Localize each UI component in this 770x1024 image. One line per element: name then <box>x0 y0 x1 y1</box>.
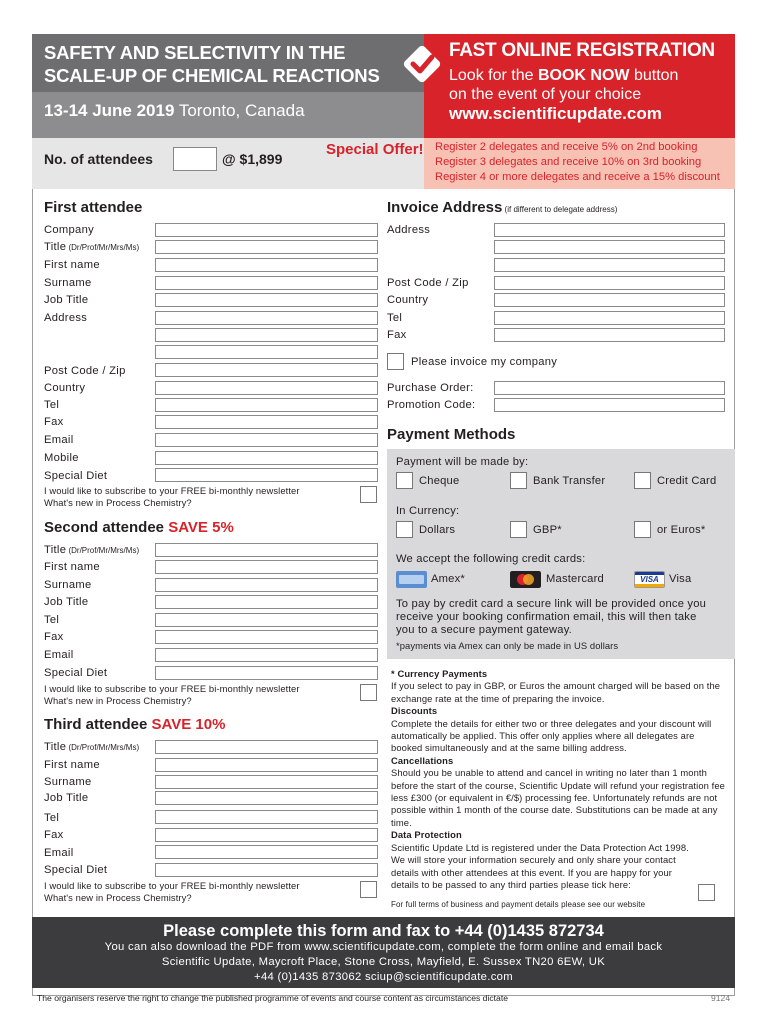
job-title-label: Job Title <box>44 792 89 804</box>
data-protection-heading: Data Protection <box>391 829 462 841</box>
newsletter-checkbox[interactable] <box>360 881 377 898</box>
newsletter-text: I would like to subscribe to your FREE bi-monthly newsletter What's new in Process Chemistry? <box>44 683 300 706</box>
invoice-tel-label: Tel <box>387 312 403 324</box>
invoice-address-field[interactable] <box>494 258 725 272</box>
special-diet-field[interactable] <box>155 666 378 680</box>
email-field[interactable] <box>155 845 378 859</box>
amex-note: *payments via Amex can only be made in US dollars <box>396 640 619 651</box>
surname-label: Surname <box>44 277 92 289</box>
newsletter-checkbox[interactable] <box>360 486 377 503</box>
first-name-label: First name <box>44 259 100 271</box>
fax-label: Fax <box>44 829 64 841</box>
surname-field[interactable] <box>155 775 378 789</box>
special-diet-label: Special Diet <box>44 864 108 876</box>
address-label: Address <box>44 312 88 324</box>
tel-field[interactable] <box>155 613 378 627</box>
attendees-count-input[interactable] <box>173 147 217 171</box>
attendees-label: No. of attendees <box>44 151 153 167</box>
promotion-code-field[interactable] <box>494 398 725 412</box>
invoice-company-label: Please invoice my company <box>411 356 558 368</box>
country-field[interactable] <box>155 381 378 395</box>
postcode-label: Post Code / Zip <box>44 365 126 377</box>
offer-line: Register 4 or more delegates and receive a 15% discount <box>435 171 720 183</box>
registration-instruction-2: on the event of your choice <box>449 86 642 103</box>
amex-label: Amex* <box>431 573 465 585</box>
cheque-checkbox[interactable] <box>396 472 413 489</box>
bank-transfer-label: Bank Transfer <box>533 475 606 487</box>
gbp-checkbox[interactable] <box>510 521 527 538</box>
first-name-field[interactable] <box>155 758 378 772</box>
second-attendee-heading: Second attendee SAVE 5% <box>44 519 234 536</box>
special-diet-field[interactable] <box>155 863 378 877</box>
special-diet-field[interactable] <box>155 468 378 482</box>
terms-notes <box>391 668 726 891</box>
discounts-text: Complete the details for either two or three delegates and your discount will automatically be applied. This offer only applies where all delegates are booked simultaneously and at the same billing address. <box>391 717 712 754</box>
form-code: 9124 <box>711 993 731 1003</box>
event-date: 13-14 June 2019 Toronto, Canada <box>44 101 305 120</box>
credit-card-label: Credit Card <box>657 475 717 487</box>
title-label: Title (Dr/Prof/Mr/Mrs/Ms) <box>44 544 140 556</box>
surname-label: Surname <box>44 579 92 591</box>
euros-checkbox[interactable] <box>634 521 651 538</box>
invoice-address-field[interactable] <box>494 240 725 254</box>
payment-methods-heading: Payment Methods <box>387 426 516 443</box>
invoice-tel-field[interactable] <box>494 311 725 325</box>
currency-label: In Currency: <box>396 505 460 517</box>
surname-field[interactable] <box>155 578 378 592</box>
invoice-postcode-field[interactable] <box>494 276 725 290</box>
company-field[interactable] <box>155 223 378 237</box>
title-label: Title (Dr/Prof/Mr/Mrs/Ms) <box>44 741 140 753</box>
special-diet-label: Special Diet <box>44 470 108 482</box>
cancellations-heading: Cancellations <box>391 754 454 766</box>
tel-label: Tel <box>44 399 60 411</box>
cancellations-text: Should you be unable to attend and cancel in writing no later than 1 month before the start of the course, Scientific Update will refund your registration fee less £300 (or equivalent in €/$) processing fee. Unfortunately refunds are not possible within 1 month of the course date. Substitutions can be made at any time. <box>391 767 725 828</box>
first-name-label: First name <box>44 561 100 573</box>
mobile-field[interactable] <box>155 451 378 465</box>
mobile-label: Mobile <box>44 452 79 464</box>
fax-field[interactable] <box>155 415 378 429</box>
mastercard-label: Mastercard <box>546 573 604 585</box>
cheque-label: Cheque <box>419 475 460 487</box>
country-label: Country <box>44 382 86 394</box>
cards-label: We accept the following credit cards: <box>396 553 586 565</box>
secure-link-text: receive your booking confirmation email, this will then take <box>396 611 697 623</box>
tel-field[interactable] <box>155 810 378 824</box>
email-field[interactable] <box>155 433 378 447</box>
invoice-address-heading: Invoice Address (if different to delegate address) <box>387 199 618 216</box>
company-label: Company <box>44 224 94 236</box>
first-name-label: First name <box>44 759 100 771</box>
footer-address-line: Scientific Update, Maycroft Place, Stone Cross, Mayfield, E. Sussex TN20 6EW, UK <box>161 956 606 968</box>
job-title-field[interactable] <box>155 595 378 609</box>
email-label: Email <box>44 847 74 859</box>
amex-card-icon <box>396 571 427 588</box>
currency-payments-heading: * Currency Payments <box>391 668 488 679</box>
invoice-address-label: Address <box>387 224 431 236</box>
offer-line: Register 2 delegates and receive 5% on 2nd booking <box>435 141 698 153</box>
title-field[interactable] <box>155 740 378 754</box>
title-field[interactable] <box>155 240 378 254</box>
invoice-fax-label: Fax <box>387 329 407 341</box>
email-field[interactable] <box>155 648 378 662</box>
invoice-fax-field[interactable] <box>494 328 725 342</box>
discounts-heading: Discounts <box>391 705 438 717</box>
credit-card-checkbox[interactable] <box>634 472 651 489</box>
invoice-company-checkbox[interactable] <box>387 353 404 370</box>
fax-label: Fax <box>44 631 64 643</box>
title-field[interactable] <box>155 543 378 557</box>
dollars-checkbox[interactable] <box>396 521 413 538</box>
special-diet-label: Special Diet <box>44 667 108 679</box>
mastercard-card-icon <box>510 571 541 588</box>
postcode-field[interactable] <box>155 363 378 377</box>
job-title-label: Job Title <box>44 294 89 306</box>
purchase-order-label: Purchase Order: <box>387 382 474 394</box>
address-field[interactable] <box>155 345 378 359</box>
fax-field[interactable] <box>155 630 378 644</box>
invoice-country-label: Country <box>387 294 429 306</box>
invoice-address-field[interactable] <box>494 223 725 237</box>
tel-field[interactable] <box>155 398 378 412</box>
fax-instruction: Please complete this form and fax to +44 (0)1435 872734 <box>163 922 604 940</box>
event-title: SAFETY AND SELECTIVITY IN THE SCALE-UP OF CHEMICAL REACTIONS <box>44 42 380 86</box>
title-label: Title (Dr/Prof/Mr/Mrs/Ms) <box>44 241 140 253</box>
first-name-field[interactable] <box>155 560 378 574</box>
terms-note: For full terms of business and payment details please see our website <box>391 900 646 909</box>
email-label: Email <box>44 434 74 446</box>
newsletter-text: I would like to subscribe to your FREE bi-monthly newsletter What's new in Process Chemistry? <box>44 485 300 508</box>
visa-label: Visa <box>669 573 692 585</box>
special-offer-label: Special Offer! <box>326 141 424 158</box>
address-field[interactable] <box>155 328 378 342</box>
fax-label: Fax <box>44 416 64 428</box>
surname-field[interactable] <box>155 276 378 290</box>
currency-payments-text: If you select to pay in GBP, or Euros the amount charged will be based on the exchange rate at the time of preparing the invoice. <box>391 680 721 704</box>
third-party-consent-checkbox[interactable] <box>698 884 715 901</box>
footer-contact-line: +44 (0)1435 873062 sciup@scientificupdate.com <box>254 971 513 983</box>
tel-label: Tel <box>44 812 60 824</box>
first-attendee-heading: First attendee <box>44 199 143 216</box>
newsletter-checkbox[interactable] <box>360 684 377 701</box>
promotion-code-label: Promotion Code: <box>387 399 476 411</box>
tel-label: Tel <box>44 614 60 626</box>
secure-link-text: To pay by credit card a secure link will be provided once you <box>396 598 707 610</box>
purchase-order-field[interactable] <box>494 381 725 395</box>
registration-url[interactable]: www.scientificupdate.com <box>449 104 662 123</box>
offer-line: Register 3 delegates and receive 10% on 3rd booking <box>435 156 702 168</box>
euros-label: or Euros* <box>657 524 706 536</box>
address-field[interactable] <box>155 311 378 325</box>
gbp-label: GBP* <box>533 524 562 536</box>
job-title-field[interactable] <box>155 791 378 805</box>
checkmark-badge-icon <box>398 40 446 88</box>
price-per-attendee: @ $1,899 <box>222 151 283 167</box>
job-title-label: Job Title <box>44 596 89 608</box>
job-title-field[interactable] <box>155 293 378 307</box>
invoice-country-field[interactable] <box>494 293 725 307</box>
secure-link-text: you to a secure payment gateway. <box>396 624 572 636</box>
newsletter-text: I would like to subscribe to your FREE bi-monthly newsletter What's new in Process Chemistry? <box>44 880 300 903</box>
footer-download-line: You can also download the PDF from www.scientificupdate.com, complete the form online and email back <box>104 941 663 953</box>
invoice-postcode-label: Post Code / Zip <box>387 277 469 289</box>
data-protection-text: Scientific Update Ltd is registered under the Data Protection Act 1998. We will store your information securely and only share your contact details with other attendees at this event. If you are happy for your details to be passed to any third parties please tick here: <box>391 841 689 890</box>
registration-instruction: Look for the BOOK NOW button <box>449 67 679 84</box>
bank-transfer-checkbox[interactable] <box>510 472 527 489</box>
dollars-label: Dollars <box>419 524 456 536</box>
payment-made-by-label: Payment will be made by: <box>396 456 529 468</box>
registration-title: FAST ONLINE REGISTRATION <box>449 40 715 61</box>
first-name-field[interactable] <box>155 258 378 272</box>
disclaimer: The organisers reserve the right to change the published programme of events and course content as circumstances dictate <box>37 993 509 1003</box>
third-attendee-heading: Third attendee SAVE 10% <box>44 716 226 733</box>
surname-label: Surname <box>44 776 92 788</box>
visa-card-icon: VISA <box>634 571 665 588</box>
email-label: Email <box>44 649 74 661</box>
fax-field[interactable] <box>155 828 378 842</box>
